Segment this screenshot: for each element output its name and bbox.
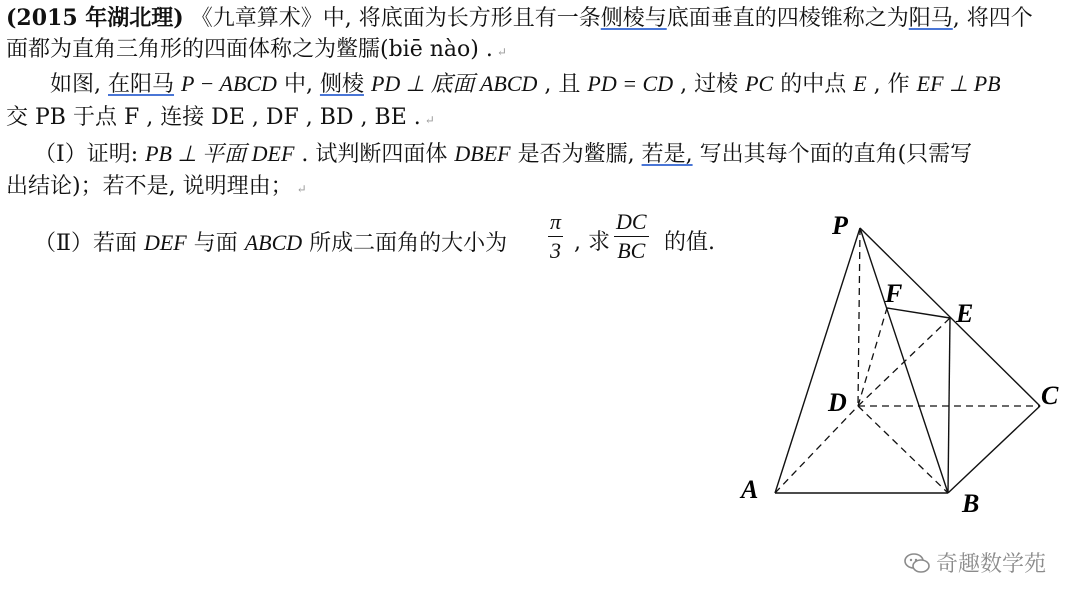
label-a: A bbox=[741, 475, 759, 504]
question-2-end: 的值. bbox=[664, 230, 715, 255]
paragraph-mark-icon: ↵ bbox=[496, 45, 507, 59]
edge-pc bbox=[860, 228, 1040, 406]
edge-pa bbox=[775, 228, 860, 493]
problem-line-2: 面都为直角三角形的四面体称之为鳖臑(biē nào) . ↵ bbox=[6, 37, 507, 62]
problem-line-3: 如图, 在阳马 P − ABCD 中, 侧棱 PD ⊥ 底面 ABCD , 且 PD = CD , 过棱 PC 的中点 E , 作 EF ⊥ PB bbox=[50, 71, 1001, 97]
book-title: 《九章算术》 bbox=[190, 6, 323, 31]
edge-bc bbox=[948, 406, 1040, 493]
wechat-icon bbox=[904, 552, 930, 574]
edge-ef bbox=[887, 308, 950, 318]
edge-de bbox=[858, 318, 950, 406]
label-d: D bbox=[828, 388, 847, 417]
edge-pb bbox=[860, 228, 948, 493]
solid-edges bbox=[775, 228, 1040, 493]
label-p: P bbox=[832, 211, 848, 240]
question-1-line-1: （Ⅰ）证明: PB ⊥ 平面 DEF . 试判断四面体 DBEF 是否为鳖臑, 若是, 写出其每个面的直角(只需写 bbox=[34, 141, 973, 167]
label-e: E bbox=[956, 299, 974, 328]
edge-pd bbox=[858, 228, 860, 406]
label-b: B bbox=[962, 489, 980, 518]
hidden-edges bbox=[775, 228, 1040, 493]
problem-line-1: (2015 年湖北理) 《九章算术》中, 将底面为长方形且有一条侧棱与底面垂直的四棱锥称之为阳马, 将四个 bbox=[6, 5, 1033, 31]
question-1-line-2: 出结论)；若不是, 说明理由； ↵ bbox=[6, 174, 307, 199]
edge-df bbox=[858, 308, 887, 406]
watermark bbox=[904, 547, 1046, 578]
edge-db bbox=[858, 406, 948, 493]
question-2: （Ⅱ）若面 DEF 与面 ABCD 所成二面角的大小为 bbox=[34, 230, 508, 256]
fraction-pi-over-3: $\frac{\pi}{3}$ bbox=[550, 209, 562, 263]
paragraph-mark-icon: ↵ bbox=[296, 182, 307, 196]
label-c: C bbox=[1041, 381, 1059, 410]
label-f: F bbox=[885, 279, 903, 308]
fraction-dc-over-bc: $\frac{DC}{BC}$ bbox=[616, 209, 647, 263]
watermark-text: 奇趣数学苑 bbox=[935, 552, 1046, 577]
edge-ad bbox=[775, 406, 858, 493]
problem-source: (2015 年湖北理) bbox=[6, 5, 184, 31]
question-2-mid: , 求 bbox=[574, 230, 610, 255]
paragraph-mark-icon: ↵ bbox=[424, 113, 435, 127]
problem-line-4: 交 PB 于点 F , 连接 DE , DF , BD , BE . ↵ bbox=[6, 105, 435, 130]
